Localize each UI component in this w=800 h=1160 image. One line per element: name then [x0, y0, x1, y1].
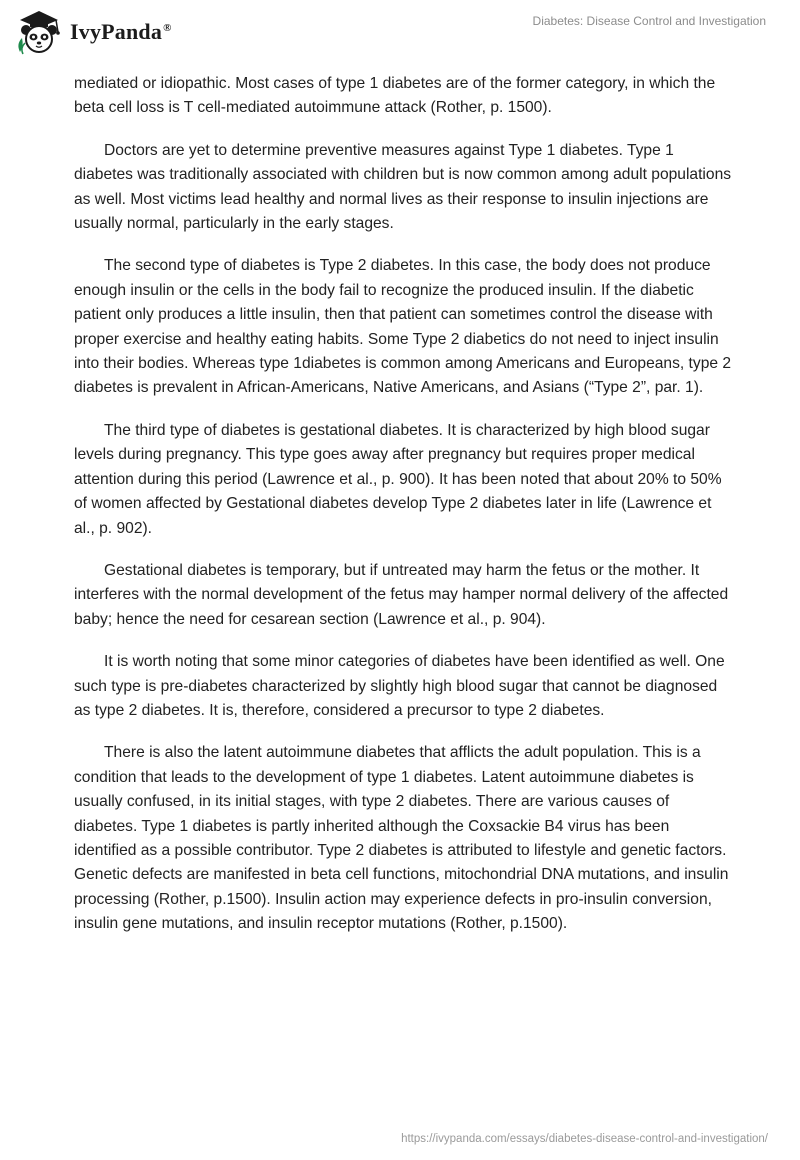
source-url-link[interactable]: https://ivypanda.com/essays/diabetes-disease-control-and-investigation/ — [401, 1133, 768, 1145]
page-header — [0, 0, 800, 62]
paragraph-7: There is also the latent autoimmune diabetes that afflicts the adult population. This is a condition that leads to the development of type 1 diabetes. Latent autoimmune diabetes is usually confused, in its initial stages, with type 2 diabetes. There are various causes of diabetes. Type 1 diabetes is partly inherited although the Coxsackie B4 virus has been identified as a possible contributor. Type 2 diabetes is attributed to lifestyle and genetic factors. Genetic defects are manifested in beta cell functions, mitochondrial DNA mutations, and insulin processing (Rother, p.1500). Insulin action may experience defects in pro-insulin conversion, insulin gene mutations, and insulin receptor mutations (Rother, p.1500). — [74, 744, 729, 933]
paragraph-4: The third type of diabetes is gestational diabetes. It is characterized by high blood sugar levels during pregnancy. This type goes away after pregnancy but requires proper medical attention during this period (Lawrence et al., p. 900). It has been noted that about 20% to 50% of women affected by Gestational diabetes develop Type 2 diabetes later in life (Lawrence et al., p. 902). — [74, 421, 722, 537]
paragraph-1: mediated or idiopathic. Most cases of type 1 diabetes are of the former category, in which the beta cell loss is T cell-mediated autoimmune attack (Rother, p. 1500). — [74, 75, 716, 117]
paragraph-5: Gestational diabetes is temporary, but if untreated may harm the fetus or the mother. It interferes with the normal development of the fetus may hamper normal delivery of the affected baby; hence the need for cesarean section (Lawrence et al., p. 904). — [74, 561, 729, 628]
registered-mark: ® — [163, 21, 172, 34]
paragraph-2: Doctors are yet to determine preventive measures against Type 1 diabetes. Type 1 diabetes was traditionally associated with children but is now common among adult populations as well. Most victims lead healthy and normal lives as their response to insulin injections are usually normal, particularly in the early stages. — [74, 141, 732, 233]
paragraph-6: It is worth noting that some minor categories of diabetes have been identified as well. One such type is pre-diabetes characterized by slightly high blood sugar that cannot be diagnosed as type 2 diabetes. It is, therefore, considered a precursor to type 2 diabetes. — [74, 653, 725, 719]
ivypanda-logo-link[interactable] — [14, 8, 172, 56]
paragraph-3: The second type of diabetes is Type 2 diabetes. In this case, the body does not produce enough insulin or the cells in the body fail to recognize the produced insulin. If the diabetic patient only produces a little insulin, then that patient can sometimes control the disease with proper exercise and healthy eating habits. Some Type 2 diabetics do not need to inject insulin into their bodies. Whereas type 1diabetes is common among Americans and Europeans, type 2 diabetes is prevalent in African-Americans, Native Americans, and Asians (“Type 2”, par. 1). — [74, 257, 732, 397]
panda-graduate-logo-icon — [14, 8, 64, 56]
document-title: Diabetes: Disease Control and Investigation — [532, 14, 766, 28]
brand-name: IvyPanda® — [70, 19, 172, 44]
essay-body — [74, 72, 734, 955]
